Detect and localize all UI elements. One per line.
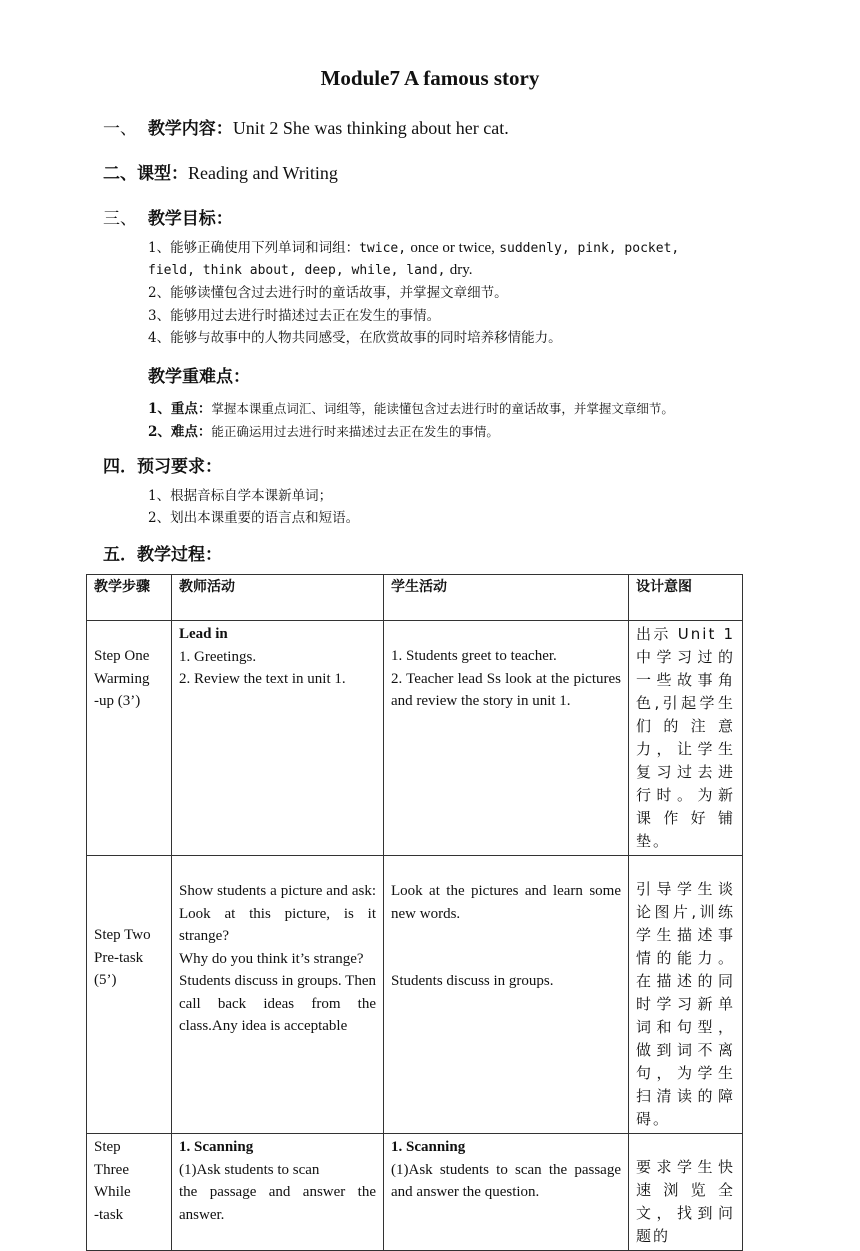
objective-3: 3、能够用过去进行时描述过去正在发生的事情。 — [148, 308, 441, 324]
document-title: Module7 A famous story — [320, 66, 540, 90]
step-line: Step Two — [94, 927, 151, 943]
keypoint-2-text: 能正确运用过去进行时来描述过去正在发生的事情。 — [211, 424, 499, 439]
section-4-heading: 四．预习要求： — [103, 457, 222, 477]
header-student: 学生活动 — [384, 575, 629, 621]
objective-1-text: 1、能够正确使用下列单词和词组： — [148, 240, 360, 256]
student-line: 1. Students greet to teacher. — [391, 648, 557, 664]
keypoint-2 — [148, 420, 499, 440]
section-2-text: Reading and Writing — [188, 163, 338, 183]
section-3-label: 教学目标： — [147, 209, 233, 229]
keypoint-1 — [148, 397, 674, 417]
keypoint-2-label: 2、难点： — [148, 424, 212, 440]
student-line: (1)Ask students to scan the passage and answer the question. — [391, 1161, 621, 1200]
objective-1-words-b: once or twice, — [410, 240, 495, 256]
prep-item-1: 1、根据音标自学本课新单词； — [148, 488, 333, 504]
section-1 — [103, 114, 509, 139]
step-line: -up (3’) — [94, 693, 141, 709]
student-cell — [384, 621, 629, 856]
objective-1-words-d: field, think about, deep, while, land, — [148, 263, 446, 278]
teacher-title: 1. Scanning — [179, 1139, 254, 1155]
keypoint-1-text: 掌握本课重点词汇、词组等，能读懂包含过去进行时的童话故事，并掌握文章细节。 — [211, 401, 674, 416]
teacher-cell — [172, 621, 384, 856]
teacher-line: 1. Greetings. — [179, 648, 257, 665]
objective-1-line-2 — [148, 259, 473, 283]
teacher-line: Students discuss in groups. Then call back ideas from the class.Any idea is acceptable — [179, 973, 376, 1034]
purpose-cell: 引导学生谈论图片,训练学生描述事情的能力。在描述的同时学习新单词和句型，做到词不离句，为学生扫清读的障碍。 — [629, 856, 743, 1134]
step-line: While — [94, 1184, 131, 1200]
objective-1-words-a: twice, — [359, 241, 407, 256]
section-5-heading: 五．教学过程： — [103, 545, 222, 565]
step-cell — [87, 621, 172, 856]
student-line: Look at the pictures and learn some new words. — [391, 883, 621, 922]
table-row — [87, 1134, 743, 1251]
objective-1-words-c: suddenly, pink, pocket, — [499, 241, 680, 256]
objective-2: 2、能够读懂包含过去进行时的童话故事，并掌握文章细节。 — [148, 285, 508, 301]
teacher-line: Why do you think it’s strange? — [179, 950, 364, 967]
keypoint-1-label: 1、重点： — [148, 401, 212, 417]
section-1-text: Unit 2 She was thinking about her cat. — [232, 118, 509, 138]
step-line: Warming — [94, 670, 150, 687]
student-line: Students discuss in groups. — [391, 973, 554, 989]
section-3 — [103, 204, 233, 229]
header-purpose: 设计意图 — [629, 575, 743, 621]
step-cell — [87, 1134, 172, 1251]
section-1-label: 教学内容： — [147, 119, 233, 139]
section-2-label: 二、课型： — [103, 164, 188, 184]
step-line: (5’) — [94, 972, 117, 988]
purpose-cell: 出示 Unit 1 中学习过的一些故事角色,引起学生们的注意力，让学生复习过去进行时。为新课作好铺垫。 — [629, 621, 743, 856]
header-step: 教学步骤 — [87, 575, 172, 621]
student-cell — [384, 856, 629, 1134]
teacher-line: 2. Review the text in unit 1. — [179, 671, 346, 687]
teacher-cell — [172, 1134, 384, 1251]
teaching-process-table — [86, 574, 743, 1251]
step-line: -task — [94, 1206, 124, 1223]
teacher-cell — [172, 856, 384, 1134]
purpose-cell: 要求学生快速浏览全文，找到问题的 — [629, 1134, 743, 1251]
objective-1-line-1 — [148, 237, 679, 261]
prep-item-2: 2、划出本课重要的语言点和短语。 — [148, 510, 360, 526]
section-1-number: 一、 — [103, 119, 137, 139]
header-teacher: 教师活动 — [172, 575, 384, 621]
step-cell — [87, 856, 172, 1134]
objective-4: 4、能够与故事中的人物共同感受，在欣赏故事的同时培养移情能力。 — [148, 330, 562, 346]
keypoints-heading: 教学重难点： — [148, 367, 250, 387]
teacher-line: Show students a picture and ask: Look at this picture, is it strange? — [179, 883, 376, 944]
section-3-number: 三、 — [103, 209, 137, 229]
step-line: Three — [94, 1161, 129, 1178]
teacher-line: the passage and answer the answer. — [179, 1184, 376, 1223]
spacer — [391, 925, 621, 970]
step-line: Pre-task — [94, 949, 144, 966]
step-line: Step — [94, 1139, 121, 1155]
section-2 — [103, 159, 338, 184]
table-row — [87, 856, 743, 1134]
objective-1-words-e: dry. — [449, 262, 473, 278]
step-line: Step One — [94, 648, 150, 664]
table-header-row — [87, 575, 743, 621]
student-line: 2. Teacher lead Ss look at the pictures and review the story in unit 1. — [391, 670, 621, 709]
teacher-line: (1)Ask students to scan — [179, 1161, 320, 1178]
teacher-title: Lead in — [179, 626, 228, 642]
student-cell — [384, 1134, 629, 1251]
student-title: 1. Scanning — [391, 1139, 466, 1155]
table-row — [87, 621, 743, 856]
